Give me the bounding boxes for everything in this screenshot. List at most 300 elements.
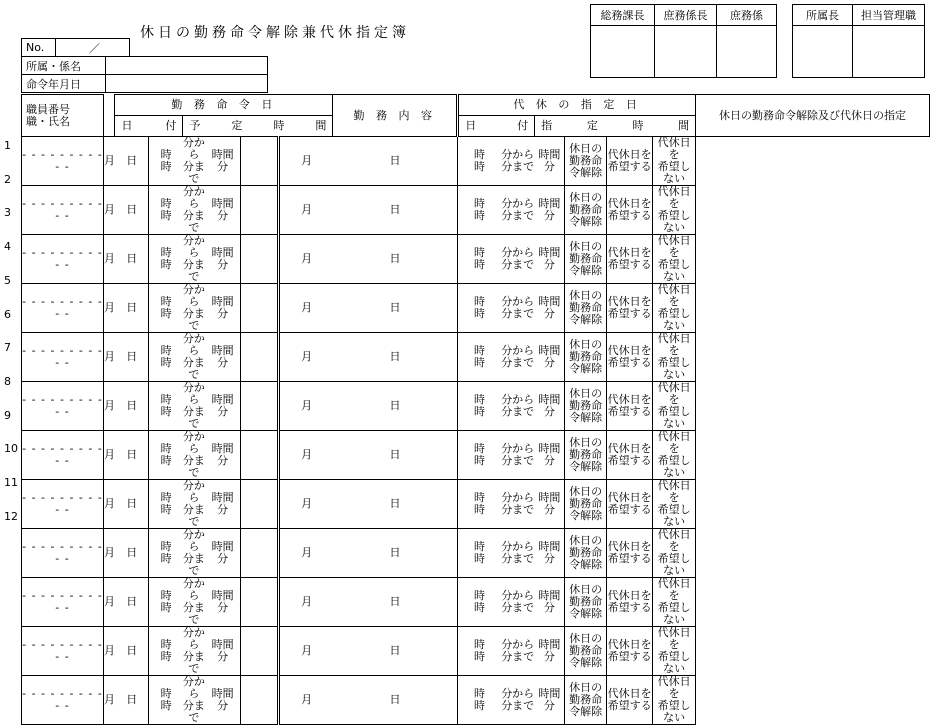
- min-to-label: 分まで: [182, 405, 205, 430]
- comp-min-field[interactable]: [501, 480, 535, 529]
- comp-min-field[interactable]: [501, 578, 535, 627]
- comp-min-field[interactable]: [501, 235, 535, 284]
- row-number: 2: [4, 172, 11, 186]
- staff-field[interactable]: [22, 235, 104, 284]
- order-min-field[interactable]: [183, 480, 205, 529]
- opt1-line2: 勤務命令解除: [569, 252, 603, 277]
- hour-to-label: 時: [473, 356, 485, 369]
- month-label: 月: [301, 350, 313, 363]
- option-no-comp[interactable]: [653, 137, 696, 186]
- order-min-field[interactable]: [183, 431, 205, 480]
- opt3-line2: 希望しない: [657, 307, 691, 332]
- min-to-label: 分まで: [182, 650, 205, 675]
- hd-comp-ji: 時: [632, 119, 644, 132]
- mins-label: 分: [217, 258, 229, 271]
- order-month-field[interactable]: [103, 137, 115, 186]
- comp-month-field[interactable]: [279, 137, 333, 186]
- option-release-order[interactable]: [565, 382, 607, 431]
- option-want-comp[interactable]: [607, 431, 653, 480]
- order-hour-field[interactable]: [149, 333, 183, 382]
- order-day-field[interactable]: [115, 333, 149, 382]
- work-content-field[interactable]: [241, 137, 279, 186]
- hd-comp-kan: 間: [678, 119, 690, 132]
- mins-label: 分: [543, 454, 555, 467]
- mins-label: 分: [217, 552, 229, 565]
- approval-label: 所属長: [793, 5, 853, 26]
- opt3-line1: 代休日を: [657, 283, 691, 308]
- min-from-label: 分から: [501, 687, 535, 700]
- option-release-order[interactable]: [565, 431, 607, 480]
- order-duration-field[interactable]: [205, 382, 241, 431]
- work-content-field[interactable]: [241, 431, 279, 480]
- order-month-field[interactable]: [103, 284, 115, 333]
- order-hour-field[interactable]: [149, 676, 183, 725]
- option-want-comp[interactable]: [607, 137, 653, 186]
- staff-field[interactable]: [22, 186, 104, 235]
- staff-field[interactable]: [22, 578, 104, 627]
- option-release-order[interactable]: [565, 137, 607, 186]
- option-want-comp[interactable]: [607, 529, 653, 578]
- comp-hour-field[interactable]: [458, 431, 501, 480]
- hours-label: 時間: [211, 197, 234, 210]
- comp-min-field[interactable]: [501, 627, 535, 676]
- hour-from-label: 時: [473, 491, 485, 504]
- work-content-field[interactable]: [241, 186, 279, 235]
- mins-label: 分: [217, 650, 229, 663]
- opt3-line1: 代休日を: [657, 528, 691, 553]
- order-day-field[interactable]: [115, 529, 149, 578]
- comp-hour-field[interactable]: [458, 529, 501, 578]
- opt2-line2: 希望する: [607, 405, 652, 418]
- comp-hour-field[interactable]: [458, 137, 501, 186]
- order-duration-field[interactable]: [205, 431, 241, 480]
- approval-label: 担当管理職: [853, 5, 925, 26]
- approval-stamp-field[interactable]: [793, 26, 853, 78]
- mins-label: 分: [543, 160, 555, 173]
- mins-label: 分: [543, 503, 555, 516]
- order-month-field[interactable]: [103, 578, 115, 627]
- min-to-label: 分まで: [501, 454, 535, 467]
- comp-hour-field[interactable]: [458, 333, 501, 382]
- order-duration-field[interactable]: [205, 186, 241, 235]
- opt3-line2: 希望しない: [657, 405, 691, 430]
- option-want-comp[interactable]: [607, 382, 653, 431]
- option-no-comp[interactable]: [653, 529, 696, 578]
- opt3-line1: 代休日を: [657, 332, 691, 357]
- comp-month-field[interactable]: [279, 284, 333, 333]
- order-day-field[interactable]: [115, 284, 149, 333]
- work-content-field[interactable]: [241, 333, 279, 382]
- comp-day-field[interactable]: [333, 529, 458, 578]
- comp-min-field[interactable]: [501, 137, 535, 186]
- date-label: 命令年月日: [22, 75, 106, 93]
- comp-day-field[interactable]: [333, 627, 458, 676]
- hour-to-label: 時: [160, 160, 172, 173]
- hour-to-label: 時: [473, 258, 485, 271]
- order-month-field[interactable]: [103, 431, 115, 480]
- approval-stamp-field[interactable]: [853, 26, 925, 78]
- staff-field[interactable]: [22, 480, 104, 529]
- opt2-line1: 代休日を: [607, 638, 652, 651]
- comp-day-field[interactable]: [333, 235, 458, 284]
- day-label: 日: [126, 497, 138, 510]
- opt3-line2: 希望しない: [657, 699, 691, 724]
- work-content-field[interactable]: [241, 676, 279, 725]
- work-content-field[interactable]: [241, 627, 279, 676]
- month-label: 月: [301, 399, 313, 412]
- order-month-field[interactable]: [103, 627, 115, 676]
- opt3-line2: 希望しない: [657, 160, 691, 185]
- day-label: 日: [389, 448, 401, 461]
- option-release-order[interactable]: [565, 186, 607, 235]
- comp-duration-field[interactable]: [535, 578, 565, 627]
- date-field[interactable]: [106, 75, 268, 93]
- option-want-comp[interactable]: [607, 284, 653, 333]
- order-duration-field[interactable]: [205, 480, 241, 529]
- comp-min-field[interactable]: [501, 676, 535, 725]
- order-duration-field[interactable]: [205, 284, 241, 333]
- option-release-order[interactable]: [565, 284, 607, 333]
- comp-month-field[interactable]: [279, 431, 333, 480]
- mins-label: 分: [543, 405, 555, 418]
- comp-duration-field[interactable]: [535, 382, 565, 431]
- month-label: 月: [301, 693, 313, 706]
- opt2-line1: 代休日を: [607, 540, 652, 553]
- opt2-line2: 希望する: [607, 307, 652, 320]
- comp-hour-field[interactable]: [458, 627, 501, 676]
- comp-day-field[interactable]: [333, 382, 458, 431]
- order-min-field[interactable]: [183, 529, 205, 578]
- comp-duration-field[interactable]: [535, 529, 565, 578]
- hour-to-label: 時: [160, 258, 172, 271]
- opt3-line2: 希望しない: [657, 209, 691, 234]
- comp-day-field[interactable]: [333, 186, 458, 235]
- order-duration-field[interactable]: [205, 529, 241, 578]
- option-want-comp[interactable]: [607, 676, 653, 725]
- month-label: 月: [103, 203, 115, 216]
- order-month-field[interactable]: [103, 529, 115, 578]
- hour-from-label: 時: [160, 295, 172, 308]
- day-label: 日: [126, 154, 138, 167]
- order-hour-field[interactable]: [149, 137, 183, 186]
- order-hour-field[interactable]: [149, 235, 183, 284]
- comp-day-field[interactable]: [333, 431, 458, 480]
- opt3-line1: 代休日を: [657, 234, 691, 259]
- comp-duration-field[interactable]: [535, 137, 565, 186]
- opt1-line1: 休日の: [569, 485, 603, 498]
- order-month-field[interactable]: [103, 382, 115, 431]
- opt3-line1: 代休日を: [657, 430, 691, 455]
- order-hour-field[interactable]: [149, 186, 183, 235]
- hour-from-label: 時: [160, 148, 172, 161]
- comp-day-field[interactable]: [333, 676, 458, 725]
- comp-duration-field[interactable]: [535, 235, 565, 284]
- comp-day-field[interactable]: [333, 578, 458, 627]
- opt1-line1: 休日の: [569, 632, 603, 645]
- order-min-field[interactable]: [183, 137, 205, 186]
- comp-hour-field[interactable]: [458, 480, 501, 529]
- hour-from-label: 時: [473, 197, 485, 210]
- staff-field[interactable]: [22, 676, 104, 725]
- hour-from-label: 時: [160, 589, 172, 602]
- month-label: 月: [301, 448, 313, 461]
- opt1-line1: 休日の: [569, 681, 603, 694]
- order-month-field[interactable]: [103, 235, 115, 284]
- staff-field[interactable]: [22, 529, 104, 578]
- opt2-line2: 希望する: [607, 356, 652, 369]
- option-no-comp[interactable]: [653, 431, 696, 480]
- order-day-field[interactable]: [115, 627, 149, 676]
- option-want-comp[interactable]: [607, 235, 653, 284]
- order-day-field[interactable]: [115, 431, 149, 480]
- order-duration-field[interactable]: [205, 235, 241, 284]
- opt1-line1: 休日の: [569, 142, 603, 155]
- option-release-order[interactable]: [565, 676, 607, 725]
- order-month-field[interactable]: [103, 333, 115, 382]
- mins-label: 分: [217, 160, 229, 173]
- hour-to-label: 時: [160, 307, 172, 320]
- opt2-line1: 代休日を: [607, 344, 652, 357]
- comp-min-field[interactable]: [501, 529, 535, 578]
- mins-label: 分: [217, 307, 229, 320]
- opt2-line1: 代休日を: [607, 148, 652, 161]
- hour-from-label: 時: [160, 393, 172, 406]
- hours-label: 時間: [211, 148, 234, 161]
- option-want-comp[interactable]: [607, 333, 653, 382]
- hours-label: 時間: [538, 393, 561, 406]
- staff-field[interactable]: [22, 627, 104, 676]
- min-to-label: 分まで: [182, 356, 205, 381]
- comp-day-field[interactable]: [333, 137, 458, 186]
- option-want-comp[interactable]: [607, 627, 653, 676]
- opt2-line1: 代休日を: [607, 295, 652, 308]
- order-day-field[interactable]: [115, 235, 149, 284]
- comp-month-field[interactable]: [279, 382, 333, 431]
- hours-label: 時間: [211, 589, 234, 602]
- staff-dashes: - - - - - - - - - - -: [22, 197, 103, 222]
- comp-month-field[interactable]: [279, 578, 333, 627]
- order-min-field[interactable]: [183, 284, 205, 333]
- option-no-comp[interactable]: [653, 480, 696, 529]
- order-duration-field[interactable]: [205, 137, 241, 186]
- opt3-line2: 希望しない: [657, 258, 691, 283]
- order-min-field[interactable]: [183, 382, 205, 431]
- order-day-field[interactable]: [115, 578, 149, 627]
- option-no-comp[interactable]: [653, 235, 696, 284]
- comp-day-field[interactable]: [333, 333, 458, 382]
- mins-label: 分: [543, 601, 555, 614]
- comp-duration-field[interactable]: [535, 333, 565, 382]
- comp-min-field[interactable]: [501, 284, 535, 333]
- order-min-field[interactable]: [183, 235, 205, 284]
- hour-from-label: 時: [473, 442, 485, 455]
- approval-stamp-field[interactable]: [591, 26, 655, 78]
- approval-stamp-field[interactable]: [655, 26, 717, 78]
- hour-from-label: 時: [160, 197, 172, 210]
- comp-min-field[interactable]: [501, 186, 535, 235]
- opt2-line2: 希望する: [607, 160, 652, 173]
- comp-duration-field[interactable]: [535, 627, 565, 676]
- order-min-field[interactable]: [183, 627, 205, 676]
- dept-field[interactable]: [106, 57, 268, 75]
- option-no-comp[interactable]: [653, 676, 696, 725]
- hour-from-label: 時: [473, 638, 485, 651]
- order-duration-field[interactable]: [205, 578, 241, 627]
- comp-hour-field[interactable]: [458, 186, 501, 235]
- option-want-comp[interactable]: [607, 480, 653, 529]
- opt1-line1: 休日の: [569, 387, 603, 400]
- opt1-line2: 勤務命令解除: [569, 448, 603, 473]
- opt2-line1: 代休日を: [607, 246, 652, 259]
- order-hour-field[interactable]: [149, 529, 183, 578]
- option-no-comp[interactable]: [653, 186, 696, 235]
- order-hour-field[interactable]: [149, 284, 183, 333]
- day-label: 日: [389, 154, 401, 167]
- hd-tei: 定: [231, 119, 243, 132]
- opt3-line2: 希望しない: [657, 650, 691, 675]
- hour-from-label: 時: [160, 246, 172, 259]
- approval-stamp-field[interactable]: [717, 26, 777, 78]
- min-to-label: 分まで: [182, 209, 205, 234]
- order-min-field[interactable]: [183, 186, 205, 235]
- comp-day-header: 代 休 の 指 定 日: [458, 95, 696, 116]
- comp-month-field[interactable]: [279, 235, 333, 284]
- opt3-line1: 代休日を: [657, 479, 691, 504]
- mins-label: 分: [543, 307, 555, 320]
- option-release-order[interactable]: [565, 480, 607, 529]
- comp-hour-field[interactable]: [458, 284, 501, 333]
- staff-dashes: - - - - - - - - - - -: [22, 589, 103, 614]
- comp-month-field[interactable]: [279, 529, 333, 578]
- hd-ji: 時: [273, 119, 285, 132]
- staff-field[interactable]: [22, 382, 104, 431]
- order-duration-field[interactable]: [205, 333, 241, 382]
- option-release-order[interactable]: [565, 235, 607, 284]
- order-hour-field[interactable]: [149, 382, 183, 431]
- comp-month-field[interactable]: [279, 480, 333, 529]
- option-no-comp[interactable]: [653, 382, 696, 431]
- order-hour-field[interactable]: [149, 578, 183, 627]
- hour-from-label: 時: [473, 393, 485, 406]
- staff-field[interactable]: [22, 333, 104, 382]
- order-day-field[interactable]: [115, 186, 149, 235]
- min-from-label: 分から: [182, 185, 205, 210]
- comp-duration-field[interactable]: [535, 431, 565, 480]
- option-want-comp[interactable]: [607, 578, 653, 627]
- staff-dashes: - - - - - - - - - - -: [22, 687, 103, 712]
- order-month-field[interactable]: [103, 480, 115, 529]
- comp-month-field[interactable]: [279, 333, 333, 382]
- table-row: [22, 333, 930, 382]
- comp-day-field[interactable]: [333, 480, 458, 529]
- staff-field[interactable]: [22, 137, 104, 186]
- no-field[interactable]: ／: [56, 39, 130, 57]
- comp-date-col-header: [458, 116, 535, 137]
- order-day-field[interactable]: [115, 676, 149, 725]
- option-no-comp[interactable]: [653, 578, 696, 627]
- min-to-label: 分まで: [182, 552, 205, 577]
- option-no-comp[interactable]: [653, 284, 696, 333]
- comp-hour-field[interactable]: [458, 676, 501, 725]
- order-month-field[interactable]: [103, 186, 115, 235]
- work-content-field[interactable]: [241, 382, 279, 431]
- row-number: 4: [4, 240, 11, 254]
- comp-duration-field[interactable]: [535, 480, 565, 529]
- hd-tsuke: 付: [165, 119, 177, 132]
- order-day-field[interactable]: [115, 480, 149, 529]
- comp-month-field[interactable]: [279, 676, 333, 725]
- hour-from-label: 時: [160, 491, 172, 504]
- order-hour-field[interactable]: [149, 431, 183, 480]
- order-min-field[interactable]: [183, 578, 205, 627]
- comp-duration-field[interactable]: [535, 186, 565, 235]
- table-row: [22, 137, 930, 186]
- option-no-comp[interactable]: [653, 627, 696, 676]
- opt3-line1: 代休日を: [657, 577, 691, 602]
- work-content-field[interactable]: [241, 529, 279, 578]
- order-day-field[interactable]: [115, 382, 149, 431]
- work-content-field[interactable]: [241, 480, 279, 529]
- hours-label: 時間: [211, 295, 234, 308]
- hd-comp-day: 日: [465, 119, 477, 132]
- order-hour-field[interactable]: [149, 627, 183, 676]
- work-content-field[interactable]: [241, 284, 279, 333]
- opt1-line2: 勤務命令解除: [569, 203, 603, 228]
- order-min-field[interactable]: [183, 676, 205, 725]
- month-label: 月: [301, 497, 313, 510]
- option-release-order[interactable]: [565, 578, 607, 627]
- day-label: 日: [389, 546, 401, 559]
- work-content-field[interactable]: [241, 578, 279, 627]
- order-min-field[interactable]: [183, 333, 205, 382]
- comp-duration-field[interactable]: [535, 284, 565, 333]
- order-duration-field[interactable]: [205, 627, 241, 676]
- comp-min-field[interactable]: [501, 431, 535, 480]
- min-from-label: 分から: [501, 246, 535, 259]
- order-duration-field[interactable]: [205, 676, 241, 725]
- comp-hour-field[interactable]: [458, 235, 501, 284]
- option-release-order[interactable]: [565, 333, 607, 382]
- order-hour-field[interactable]: [149, 480, 183, 529]
- hour-to-label: 時: [160, 650, 172, 663]
- work-content-field[interactable]: [241, 235, 279, 284]
- row-number: 3: [4, 206, 11, 220]
- comp-hour-field[interactable]: [458, 578, 501, 627]
- order-month-field[interactable]: [103, 676, 115, 725]
- mins-label: 分: [217, 356, 229, 369]
- order-day-field[interactable]: [115, 137, 149, 186]
- min-from-label: 分から: [501, 393, 535, 406]
- comp-month-field[interactable]: [279, 186, 333, 235]
- comp-hour-field[interactable]: [458, 382, 501, 431]
- opt1-line1: 休日の: [569, 534, 603, 547]
- comp-duration-field[interactable]: [535, 676, 565, 725]
- min-to-label: 分まで: [501, 405, 535, 418]
- hours-label: 時間: [538, 589, 561, 602]
- comp-min-field[interactable]: [501, 333, 535, 382]
- comp-min-field[interactable]: [501, 382, 535, 431]
- staff-field[interactable]: [22, 431, 104, 480]
- staff-field[interactable]: [22, 284, 104, 333]
- opt2-line1: 代休日を: [607, 687, 652, 700]
- option-no-comp[interactable]: [653, 333, 696, 382]
- option-release-order[interactable]: [565, 627, 607, 676]
- comp-day-field[interactable]: [333, 284, 458, 333]
- option-release-order[interactable]: [565, 529, 607, 578]
- comp-month-field[interactable]: [279, 627, 333, 676]
- staff-dashes: - - - - - - - - - - -: [22, 393, 103, 418]
- option-want-comp[interactable]: [607, 186, 653, 235]
